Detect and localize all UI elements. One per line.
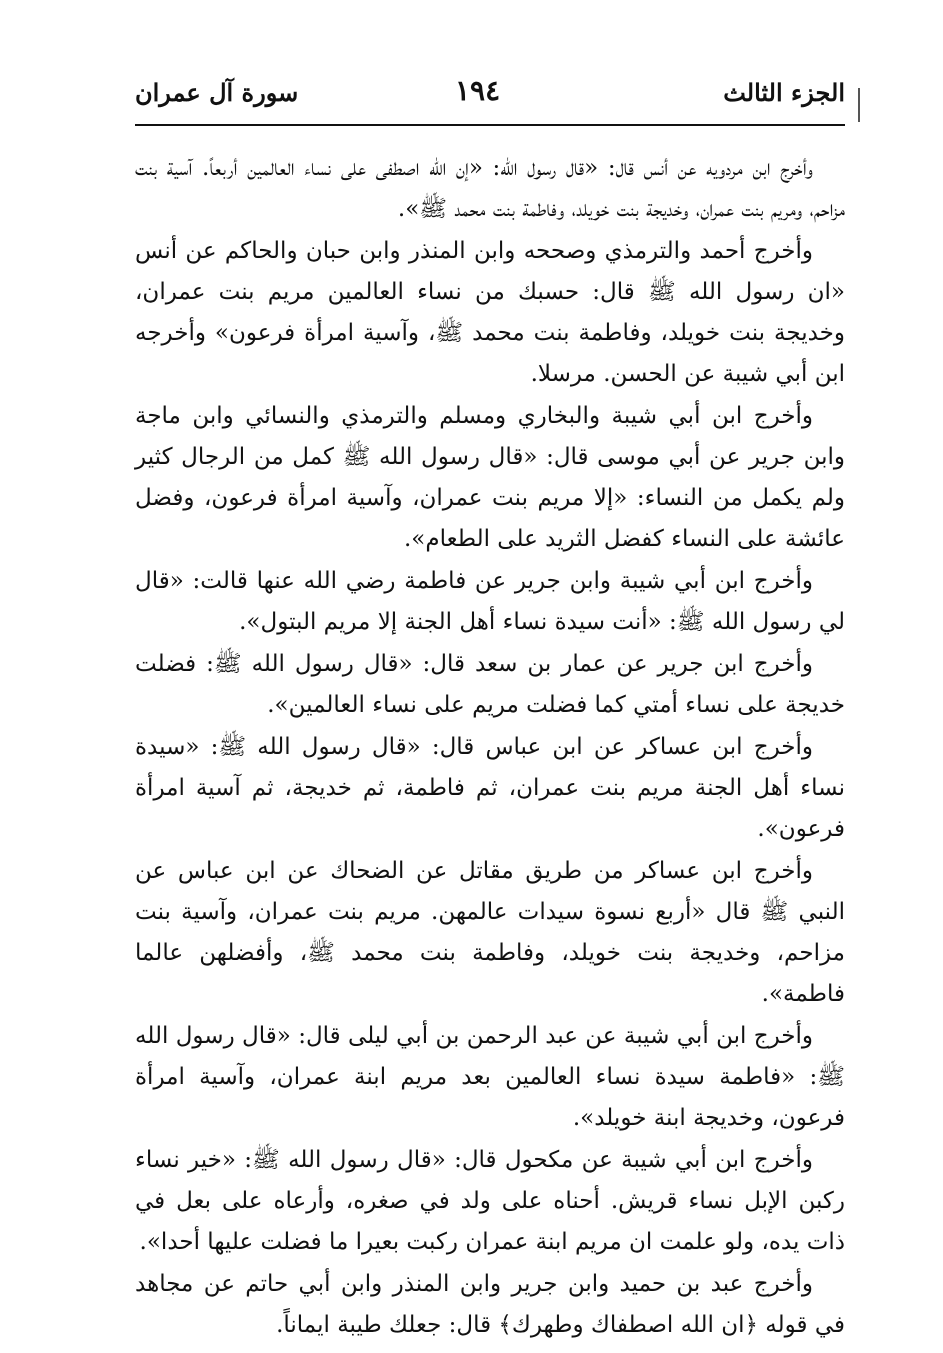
header-rule [135, 124, 845, 126]
part-title: الجزء الثالث [723, 78, 845, 107]
margin-mark [858, 88, 860, 122]
page-number: ١٩٤ [455, 74, 501, 107]
surah-title: سورة آل عمران [135, 78, 299, 107]
paragraph: وأخرج ابن جرير عن عمار بن سعد قال: «قال رسول الله ﷺ: فضلت خديجة على نساء أمتي كما فضلت مريم على نساء العالمين». [135, 651, 845, 718]
page-body [135, 148, 845, 1347]
paragraph: وأخرج ابن أبي شيبة عن مكحول قال: «قال رسول الله ﷺ: «خير نساء ركبن الإبل نساء قريش. أحناه على ولد في صغره، وأرعاه على بعل في ذات يده، ولو علمت ان مريم ابنة عمران ركبت بعيرا ما فضلت عليها أحدا». [135, 1147, 845, 1255]
paragraph: وأخرج ابن عساكر عن ابن عباس قال: «قال رسول الله ﷺ: «سيدة نساء أهل الجنة مريم بنت عمران، ثم فاطمة، ثم خديجة، ثم آسية امرأة فرعون». [135, 734, 845, 842]
paragraph: وأخرج ابن أبي شيبة والبخاري ومسلم والترمذي والنسائي وابن ماجة وابن جرير عن أبي موسى قال: «قال رسول الله ﷺ كمل من الرجال كثير ولم يكمل من النساء: «إلا مريم بنت عمران، وآسية امرأة فرعون، وفضل عائشة على النساء كفضل الثريد على الطعام». [135, 403, 845, 552]
paragraph: وأخرج ابن أبي شيبة عن عبد الرحمن بن أبي ليلى قال: «قال رسول الله ﷺ: «فاطمة سيدة نساء العالمين بعد مريم ابنة عمران، وآسية امرأة فرعون، وخديجة ابنة خويلد». [135, 1023, 845, 1131]
paragraph: وأخرج ابن مردويه عن أنس قال: «قال رسول الله: «إن الله اصطفى على نساء العالمين أربعاً. آسية بنت مزاحم، ومريم بنت عمران، وخديجة بنت خويلد، وفاطمة بنت محمد ﷺ». [135, 155, 845, 222]
paragraph: وأخرج أحمد والترمذي وصححه وابن المنذر وابن حبان والحاكم عن أنس «ان رسول الله ﷺ قال: حسبك من نساء العالمين مريم بنت عمران، وخديجة بنت خويلد، وفاطمة بنت محمد ﷺ، وآسية امرأة فرعون» وأخرجه ابن أبي شيبة عن الحسن. مرسلا. [135, 238, 845, 387]
paragraph: وأخرج عبد بن حميد وابن جرير وابن المنذر وابن أبي حاتم عن مجاهد في قوله ﴿ان الله اصطفاك وطهرك﴾ قال: جعلك طيبة ايماناً. [135, 1271, 845, 1338]
page-header [135, 72, 845, 122]
paragraph: وأخرج ابن أبي شيبة وابن جرير عن فاطمة رضي الله عنها قالت: «قال لي رسول الله ﷺ: «أنت سيدة نساء أهل الجنة إلا مريم البتول». [135, 568, 845, 635]
paragraph: وأخرج ابن عساكر من طريق مقاتل عن الضحاك عن ابن عباس عن النبي ﷺ قال «أربع نسوة سيدات عالمهن. مريم بنت عمران، وآسية بنت مزاحم، وخديجة بنت خويلد، وفاطمة بنت محمد ﷺ، وأفضلهن عالما فاطمة». [135, 858, 845, 1007]
